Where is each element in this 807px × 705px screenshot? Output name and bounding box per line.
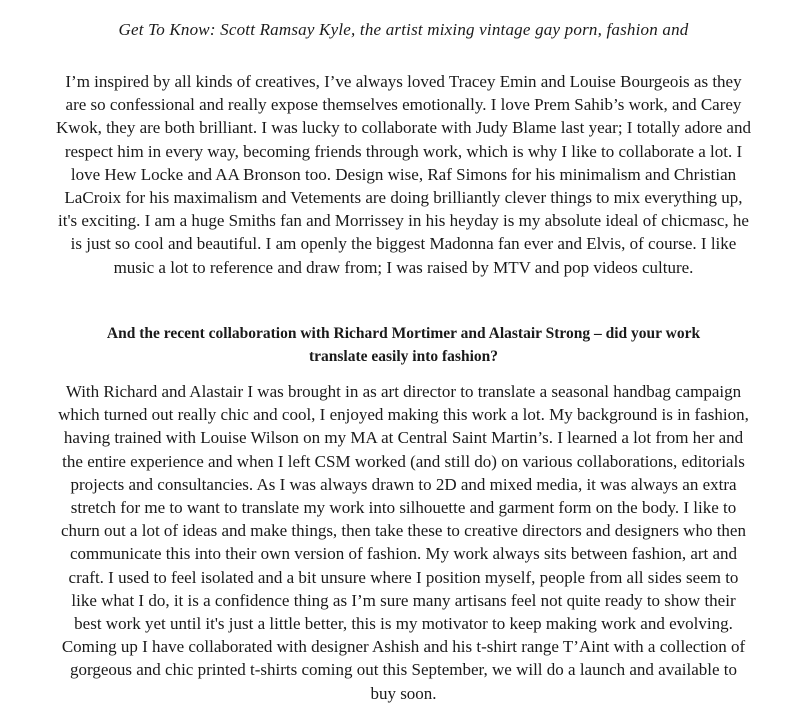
paragraph-line: having trained with Louise Wilson on my MA at Central Saint Martin’s. I learned a lot from her and [63, 428, 744, 448]
paragraph-line: it's exciting. I am a huge Smiths fan and Morrissey in his heyday is my absolute ideal of chicmasc, he [58, 211, 749, 231]
paragraph-line: LaCroix for his maximalism and Vetements are doing brilliantly clever things to mix everything up, [64, 188, 743, 208]
paragraph-line: gorgeous and chic printed t-shirts coming out this September, we will do a launch and available to [69, 660, 738, 680]
paragraph-line: stretch for me to want to translate my work into silhouette and garment form on the body. I like to [70, 498, 737, 518]
paragraph-line: Coming up I have collaborated with designer Ashish and his t-shirt range T’Aint with a collection of [61, 637, 746, 657]
question-line: And the recent collaboration with Richard Mortimer and Alastair Strong – did your work [106, 325, 701, 342]
paragraph-line: are so confessional and really expose themselves emotionally. I love Prem Sahib’s work, and Carey [65, 95, 742, 115]
paragraph-line: which turned out really chic and cool, I enjoyed making this work a lot. My background is in fashion, [58, 405, 749, 425]
paragraph-line: like what I do, it is a confidence thing as I’m sure many artisans feel not quite ready to show their [71, 590, 736, 610]
paragraph-line: communicate this into their own version of fashion. My work always sits between fashion, art and [69, 544, 738, 564]
question-line: translate easily into fashion? [308, 348, 499, 365]
paragraph-line: respect him in every way, becoming friends through work, which is why I like to collaborate a lot. I [64, 141, 743, 161]
paragraph-line: the entire experience and when I left CSM worked (and still do) on various collaborations, editorials [62, 451, 745, 471]
interview-question [0, 322, 807, 368]
paragraph-line: I’m inspired by all kinds of creatives, I’ve always loved Tracey Emin and Louise Bourgeois as they [65, 72, 742, 91]
paragraph-line: best work yet until it's just a little better, this is my motivator to keep making work and evolving. [74, 614, 733, 634]
paragraph-line: projects and consultancies. As I was always drawn to 2D and mixed media, it was always an extra [70, 474, 737, 494]
paragraph-line: With Richard and Alastair I was brought in as art director to translate a seasonal handbag campaign [65, 382, 742, 401]
paragraph-line: churn out a lot of ideas and make things, then take these to creative directors and designers who then [61, 521, 746, 541]
answer-paragraph-1 [0, 70, 807, 279]
paragraph-line: craft. I used to feel isolated and a bit unsure where I position myself, people from all sides seem to [68, 567, 739, 587]
paragraph-line: Kwok, they are both brilliant. I was lucky to collaborate with Judy Blame last year; I totally adore and [56, 118, 751, 138]
paragraph-line: love Hew Locke and AA Bronson too. Design wise, Raf Simons for his minimalism and Christian [70, 164, 737, 184]
answer-paragraph-2 [0, 380, 807, 705]
article-title: Get To Know: Scott Ramsay Kyle, the artist mixing vintage gay porn, fashion and [118, 20, 689, 39]
paragraph-line: is just so cool and beautiful. I am openly the biggest Madonna fan ever and Elvis, of course. I like [70, 234, 737, 254]
paragraph-line: buy soon. [370, 683, 437, 703]
paragraph-line: music a lot to reference and draw from; I was raised by MTV and pop videos culture. [113, 257, 694, 277]
